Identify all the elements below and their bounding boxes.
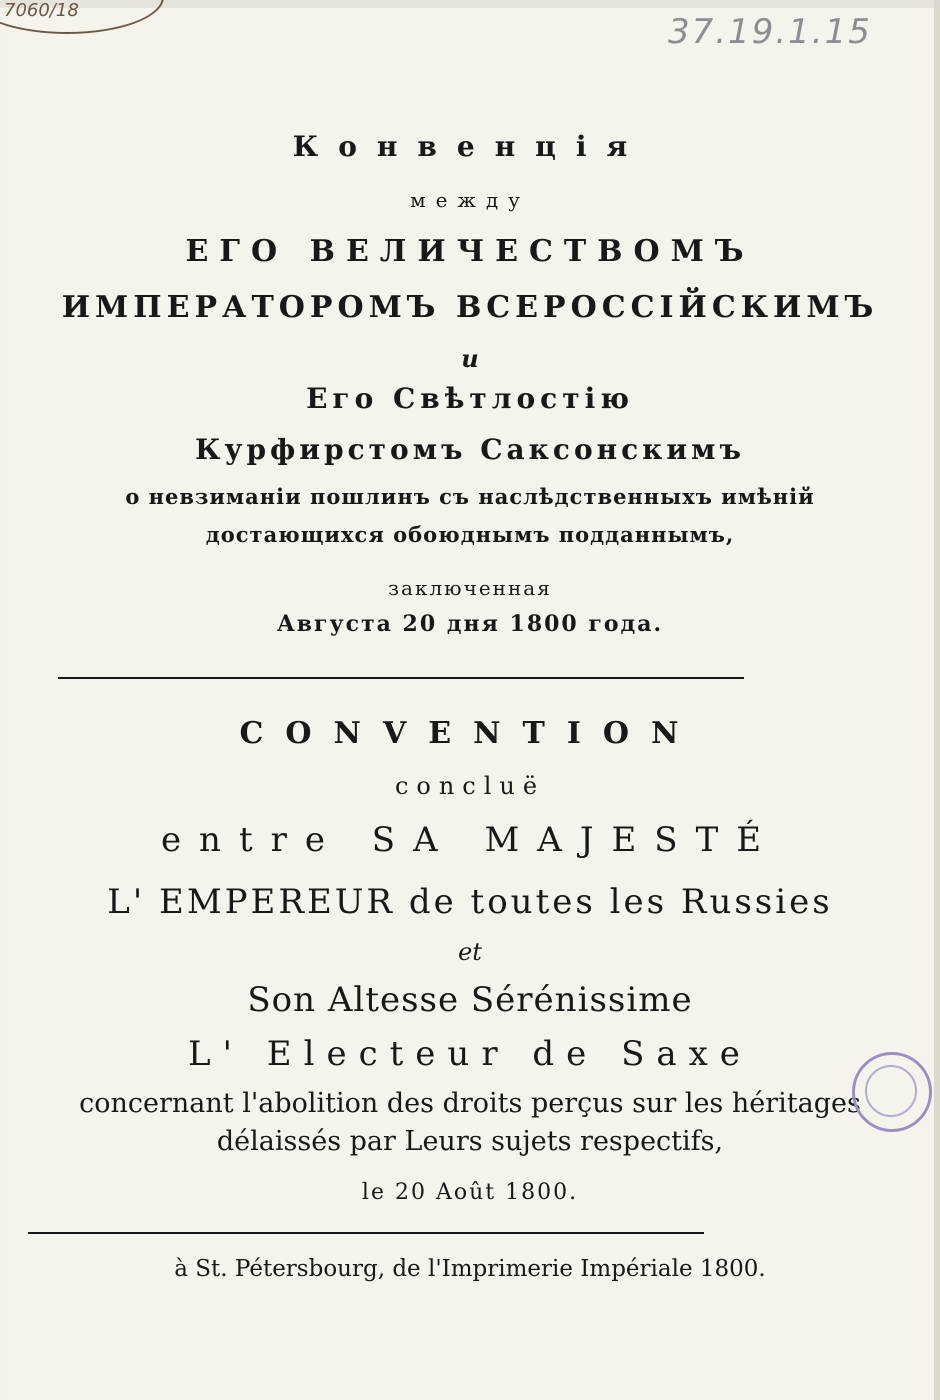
library-stamp — [852, 1052, 932, 1132]
french-conclue: concluë — [394, 772, 546, 800]
divider-rule-1 — [58, 677, 744, 679]
french-line-2: L' EMPEREUR de toutes les Russies — [107, 882, 833, 922]
library-stamp-inner-ring — [865, 1065, 917, 1117]
imprint: à St. Pétersbourg, de l'Imprimerie Impériale 1800. — [174, 1256, 766, 1282]
russian-title: Конвенція — [292, 130, 648, 163]
divider-rule-2 — [28, 1232, 704, 1234]
french-date: le 20 Août 1800. — [361, 1180, 579, 1205]
russian-concluded: заключенная — [388, 576, 552, 600]
french-line-3: Son Altesse Sérénissime — [247, 980, 693, 1020]
russian-line-3: Его Свѣтлостію — [306, 382, 634, 415]
russian-date: Августа 20 дня 1800 года. — [276, 611, 664, 637]
french-line-1: entre SA MAJESTÉ — [160, 820, 780, 860]
french-line-6: délaissés par Leurs sujets respectifs, — [216, 1126, 724, 1157]
russian-conjunction: и — [461, 344, 479, 373]
french-conjunction: et — [458, 938, 482, 966]
french-line-4: L' Electeur de Saxe — [188, 1034, 752, 1074]
french-title: CONVENTION — [239, 716, 701, 751]
russian-line-5: о невзиманіи пошлинъ съ наслѣдственныхъ имѣній — [125, 484, 815, 509]
russian-mezhdu: между — [410, 188, 530, 212]
russian-line-2: ИМПЕРАТОРОМЪ ВСЕРОССІЙСКИМЪ — [61, 290, 879, 325]
russian-line-4: Курфирстомъ Саксонскимъ — [195, 433, 745, 466]
corner-note: 7060/18 — [4, 0, 79, 21]
shelfmark: 37.19.1.15 — [668, 12, 872, 52]
russian-line-1: ЕГО ВЕЛИЧЕСТВОМЪ — [185, 234, 755, 269]
russian-line-6: достающихся обоюднымъ подданнымъ, — [205, 522, 735, 547]
french-line-5: concernant l'abolition des droits perçus sur les héritages — [79, 1088, 861, 1119]
